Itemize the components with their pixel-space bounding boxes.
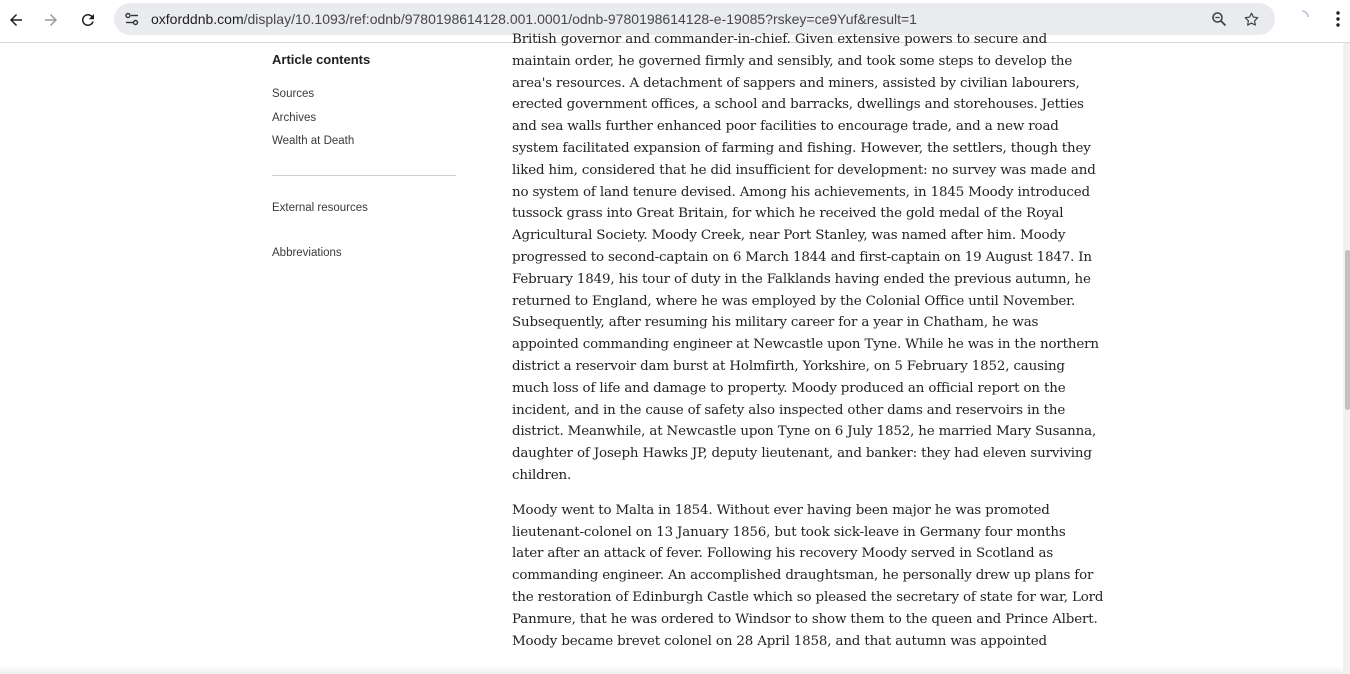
site-info-button[interactable] xyxy=(120,7,144,31)
scrollbar-thumb[interactable] xyxy=(1345,250,1350,410)
text-line: Subsequently, after resuming his military career for a year in Chatham, he was xyxy=(512,315,1039,331)
back-button[interactable] xyxy=(2,6,30,34)
sidebar-link-sources[interactable]: Sources xyxy=(272,88,315,100)
back-icon xyxy=(7,11,25,29)
text-line: system facilitated expansion of farming and fishing. However, the settlers, though they xyxy=(512,140,1091,156)
text-line: tussock grass into Great Britain, for which he received the gold medal of the Royal xyxy=(512,206,1064,222)
text-line: later after an attack of fever. Following his recovery Moody served in Scotland as xyxy=(512,546,1054,562)
text-line: commanding engineer. An accomplished draughtsman, he personally drew up plans for xyxy=(512,568,1094,584)
text-line: the restoration of Edinburgh Castle which so pleased the secretary of state for war, Lord xyxy=(512,589,1104,605)
zoom-button[interactable] xyxy=(1210,10,1228,28)
forward-button[interactable] xyxy=(37,6,65,34)
text-line: area's resources. A detachment of sappers and miners, assisted by civilian labourers, xyxy=(512,75,1080,91)
text-line: February 1849, his tour of duty in the Falklands having ended the previous autumn, he xyxy=(512,271,1091,287)
sidebar-link-external-resources[interactable]: External resources xyxy=(272,202,368,214)
text-line: daughter of Joseph Hawks JP, deputy lieutenant, and banker: they had eleven surviving xyxy=(512,446,1092,462)
browser-menu-button[interactable] xyxy=(1328,8,1348,30)
site-info-icon xyxy=(124,11,140,27)
forward-icon xyxy=(42,11,60,29)
text-line: Moody became brevet colonel on 28 April 1858, and that autumn was appointed xyxy=(512,633,1047,649)
reload-button[interactable] xyxy=(74,6,102,34)
text-line: Agricultural Society. Moody Creek, near Port Stanley, was named after him. Moody xyxy=(512,228,1066,244)
text-line: appointed commanding engineer at Newcastle upon Tyne. While he was in the northern xyxy=(512,337,1099,353)
text-line: returned to England, where he was employed by the Colonial Office until November. xyxy=(512,293,1076,309)
sidebar-link-archives[interactable]: Archives xyxy=(272,112,317,124)
loading-spinner-icon xyxy=(1294,9,1310,25)
menu-icon xyxy=(1336,11,1340,27)
text-line: district. Meanwhile, at Newcastle upon Tyne on 6 July 1852, he married Mary Susanna, xyxy=(512,424,1097,440)
text-line: lieutenant-colonel on 13 January 1856, but took sick-leave in Germany four months xyxy=(512,524,1066,540)
text-line: much loss of life and damage to property. Moody produced an official report on the xyxy=(512,380,1066,396)
url-host: oxforddnb.com xyxy=(151,11,244,27)
sidebar-divider xyxy=(272,175,456,176)
text-line: incident, and in the cause of safety also inspected other dams and reservoirs in the xyxy=(512,402,1066,418)
text-line: and sea walls further enhanced poor facilities to encourage trade, and a new road xyxy=(512,119,1059,135)
article-paragraph xyxy=(512,500,1104,653)
article-contents-heading: Article contents xyxy=(272,52,371,67)
text-line: erected government offices, a school and barracks, dwellings and storehouses. Jetties xyxy=(512,97,1084,113)
text-line: maintain order, he governed firmly and sensibly, and took some steps to develop the xyxy=(512,53,1073,69)
zoom-icon xyxy=(1211,11,1227,27)
text-line: district a reservoir dam burst at Holmfirth, Yorkshire, on 5 February 1852, causing xyxy=(512,358,1065,374)
bookmark-star-icon xyxy=(1243,11,1260,28)
text-line: Moody went to Malta in 1854. Without ever having been major he was promoted xyxy=(512,502,1050,518)
text-line: progressed to second-captain on 6 March 1844 and first-captain on 19 August 1847. In xyxy=(512,249,1092,265)
bottom-edge xyxy=(0,666,1343,674)
sidebar-link-wealth-at-death[interactable]: Wealth at Death xyxy=(272,135,355,147)
sidebar-link-abbreviations[interactable]: Abbreviations xyxy=(272,247,342,259)
text-line: liked him, considered that he did insufficient for development: no survey was made and xyxy=(512,162,1096,178)
text-line: Panmure, that he was ordered to Windsor to show them to the queen and Prince Albert. xyxy=(512,611,1098,627)
text-line: no system of land tenure devised. Among his achievements, in 1845 Moody introduced xyxy=(512,184,1090,200)
article-body xyxy=(512,29,1104,665)
text-line: children. xyxy=(512,467,572,483)
url-path: /display/10.1093/ref:odnb/9780198614128.001.0001/odnb-9780198614128-e-19085?rskey=ce9Yuf&result=1 xyxy=(243,11,917,27)
text-line: British governor and commander-in-chief. Given extensive powers to secure and xyxy=(512,32,1048,47)
reload-icon xyxy=(79,11,97,29)
url-text[interactable] xyxy=(151,11,917,27)
bookmark-button[interactable] xyxy=(1242,10,1260,28)
article-paragraph xyxy=(512,29,1099,487)
